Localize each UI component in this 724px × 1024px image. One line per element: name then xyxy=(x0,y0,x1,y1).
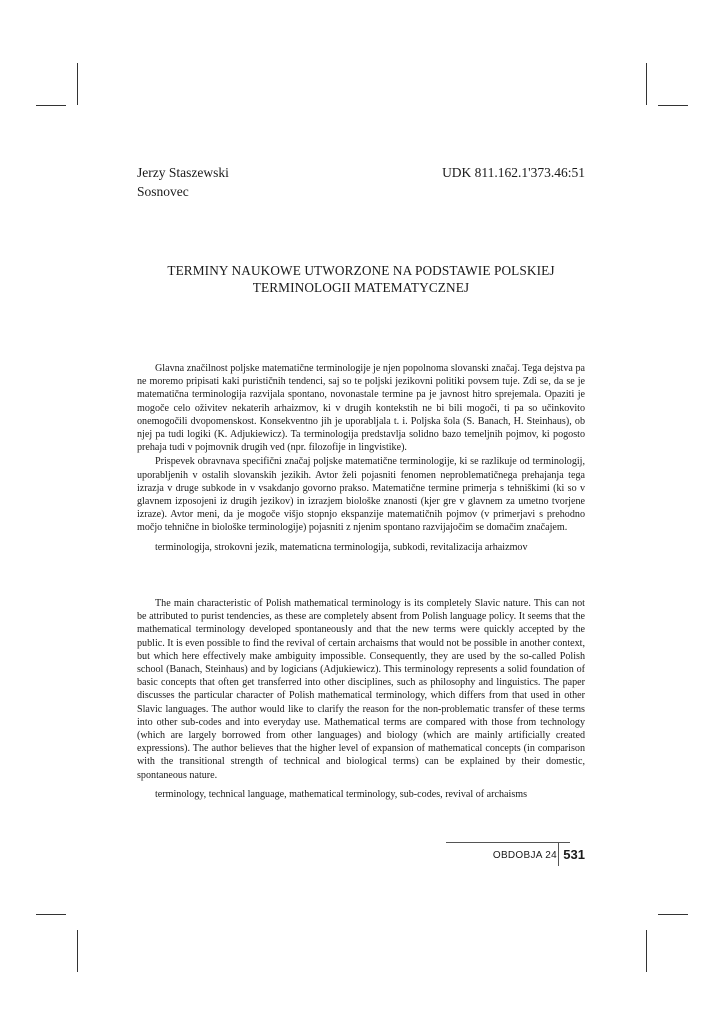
crop-mark xyxy=(658,105,688,106)
udk-code: UDK 811.162.1'373.46:51 xyxy=(442,165,585,180)
abstract-sl-paragraph-1: Glavna značilnost poljske matematične terminologije je njen popolnoma slovanski značaj. Tega dejstva pa ne moremo pripisati kaki purističnih tendenci, saj so te poljski jezikovni politiki povsem tuje. Zdi se, da se je matematična terminologija razvijala spontano, novonastale termine pa je javnost hitro sprejemala. Opaziti je mogoče celo oživitev nekaterih arhaizmov, ki v drugih kontekstih ne bi bili mogoči, ti pa so učinkovito onemogočili dvopomenskost. Konsekventno jih je uporabljala t. i. Poljska šola (S. Banach, H. Steinhaus), ob njej pa tudi logiki (K. Adjukiewicz). Ta terminologija predstavlja solidno bazo temeljnih pojmov, ki pogosto prehaja tudi v pojmovnik drugih ved (npr. filozofije in lingvistike). xyxy=(137,363,585,454)
crop-mark xyxy=(646,930,647,972)
crop-mark xyxy=(36,914,66,915)
title-line-2: TERMINOLOGII MATEMATYCZNEJ xyxy=(252,280,470,295)
abstract-slovene xyxy=(137,362,585,554)
footer-rule xyxy=(446,842,570,843)
keywords-slovene: terminologija, strokovni jezik, matematicna terminologija, subkodi, revitalizacija arhaizmov xyxy=(155,541,528,553)
author-block xyxy=(137,163,229,201)
footer-separator xyxy=(558,842,559,866)
abstract-english xyxy=(137,597,585,801)
author-affiliation: Sosnovec xyxy=(137,184,189,199)
crop-mark xyxy=(77,63,78,105)
journal-name: OBDOBJA 24 xyxy=(492,850,557,861)
abstract-en-paragraph: The main characteristic of Polish mathematical terminology is its completely Slavic nature. This can not be attributed to purist tendencies, as these are completely absent from Polish language policy. It seems that the mathematical terminology developed spontaneously and that the new terms were quickly accepted by the public. It is even possible to find the revival of certain archaisms that would not be possible in another context, but which here effectively make ambiguity impossible. Consequently, they are used by the so-called Polish school (Banach, Steinhaus) and by logicians (Adjukiewicz). This terminology represents a solid foundation of basic concepts that often get transferred into other disciplines, such as philosophy and linguistics. The paper discusses the particular character of Polish mathematical terminology, which differs from that used in other Slavic languages. The author would like to clarify the reason for the non-problematic transfer of these terms into other sub-codes and into everyday use. Mathematical terms are compared with those from technology (which are largely borrowed from other languages) and biology (which are mainly artificially created expressions). The author believes that the higher level of expansion of mathematical concepts (in comparison with the transitional strength of technical and biological terms) can be explained by their domestic, spontaneous nature. xyxy=(137,598,585,781)
crop-mark xyxy=(646,63,647,105)
abstract-sl-paragraph-2: Prispevek obravnava specifični značaj poljske matematične terminologije, ki se razlikuje od terminologij, uporabljenih v ostalih slovanskih jezikih. Avtor želi pojasniti fenomen neproblematičnega prehajanja tega izrazja v druge subkode in v vsakdanjo govorno prakso. Matematične termine primerja s tehniškimi (ki so v glavnem izposojeni iz drugih jezikov) in izrazjem biološke znanosti (kjer gre v glavnem za umetno tvorjene izraze). Avtor meni, da je mogoče višjo stopnjo ekspanzije matematičnih pojmov (v primerjavi s prehodno močjo tehnične in biološke terminologije) pojasniti z njenim spontano razvijajočim se domačim značajem. xyxy=(137,456,585,534)
crop-mark xyxy=(36,105,66,106)
article-title xyxy=(137,262,585,296)
crop-mark xyxy=(658,914,688,915)
page-footer xyxy=(446,842,585,866)
title-line-1: TERMINY NAUKOWE UTWORZONE NA PODSTAWIE POLSKIEJ xyxy=(167,263,555,278)
author-name: Jerzy Staszewski xyxy=(137,165,229,180)
page-number: 531 xyxy=(563,847,585,862)
keywords-english: terminology, technical language, mathematical terminology, sub-codes, revival of archaisms xyxy=(155,788,528,800)
crop-mark xyxy=(77,930,78,972)
